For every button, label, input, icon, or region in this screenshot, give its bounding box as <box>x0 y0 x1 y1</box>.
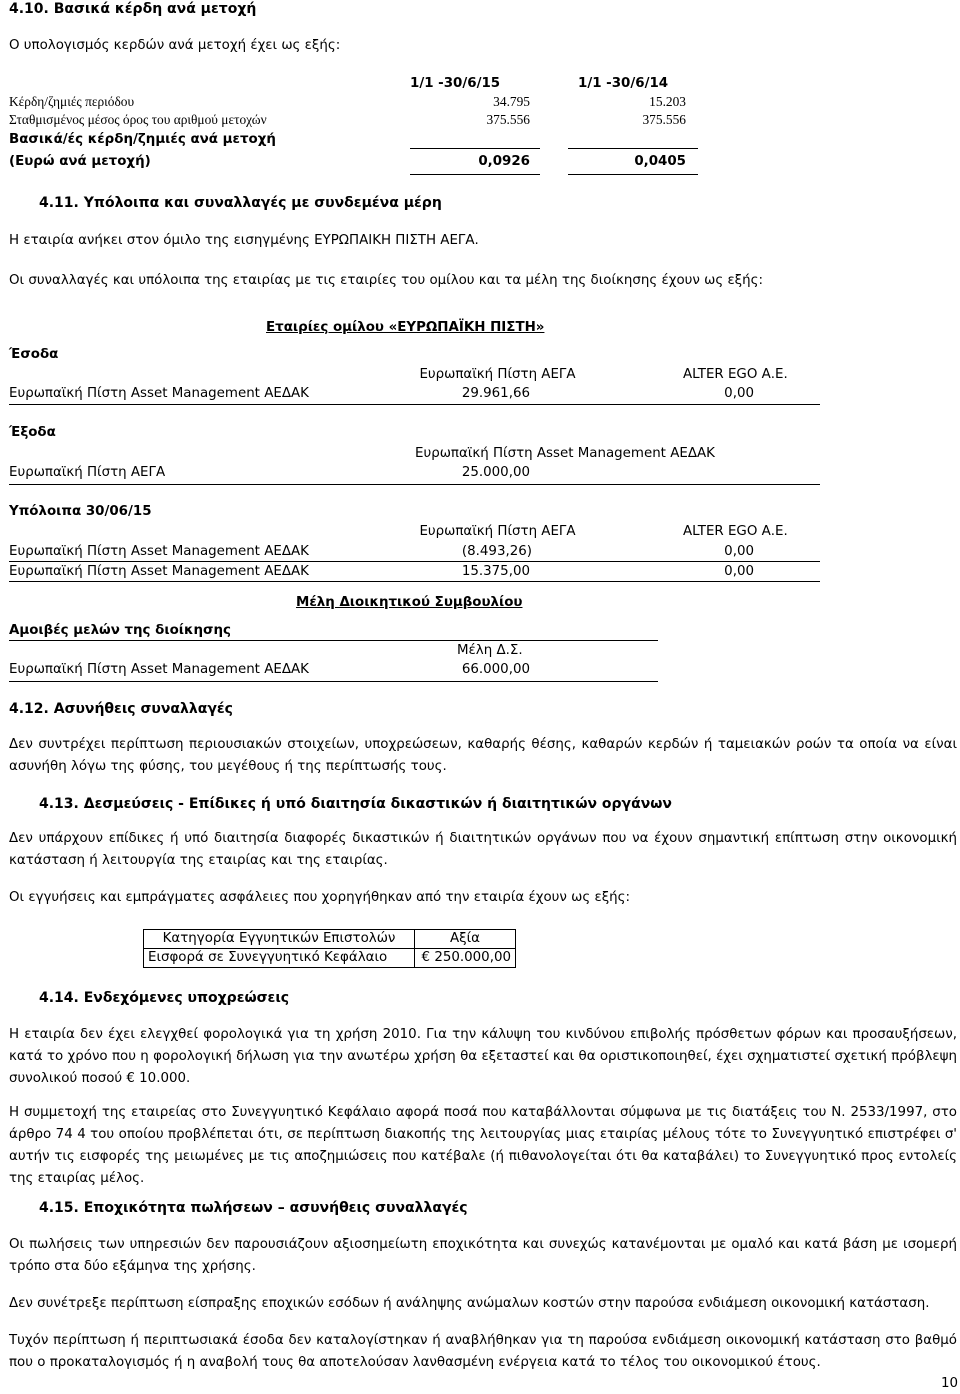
divider <box>410 148 540 149</box>
divider <box>9 484 820 485</box>
related-parties-intro: Οι συναλλαγές και υπόλοιπα της εταιρίας με τις εταιρίες του ομίλου και τα μέλη της διοίκησης έχουν ως εξής: <box>9 273 764 288</box>
section-heading-4-12: 4.12. Ασυνήθεις συναλλαγές <box>9 701 233 717</box>
income-value: 29.961,66 <box>461 386 530 401</box>
expenses-value: 25.000,00 <box>461 465 530 480</box>
balances-col-header: Ευρωπαϊκή Πίστη ΑΕΓΑ <box>419 524 576 539</box>
balances-title: Υπόλοιπα 30/06/15 <box>9 504 152 519</box>
paragraph: Δεν υπάρχουν επίδικες ή υπό διαιτησία διαφορές δικαστικών ή διαιτητικών οργάνων που να έχουν σημαντική επίπτωση στην οικονομική κατάσταση ή λειτουργία της εταιρίας και της εταιρίας. <box>9 831 957 868</box>
section-heading-4-10: 4.10. Βασικά κέρδη ανά μετοχή <box>9 1 257 17</box>
section-heading-4-15: 4.15. Εποχικότητα πωλήσεων – ασυνήθεις συναλλαγές <box>39 1200 468 1216</box>
board-col-header: Μέλη Δ.Σ. <box>457 643 523 658</box>
section-heading-4-11: 4.11. Υπόλοιπα και συναλλαγές με συνδεμένα μέρη <box>39 195 442 211</box>
balances-row-label: Ευρωπαϊκή Πίστη Asset Management ΑΕΔΑΚ <box>9 544 309 559</box>
eps-value: 0,0926 <box>478 154 530 169</box>
balances-value: (8.493,26) <box>461 544 532 559</box>
table-row <box>144 949 516 968</box>
balances-row-label: Ευρωπαϊκή Πίστη Asset Management ΑΕΔΑΚ <box>9 564 309 579</box>
balances-value: 0,00 <box>724 564 754 579</box>
page-number: 10 <box>941 1376 959 1391</box>
balances-value: 0,00 <box>724 544 754 559</box>
income-col-header: Ευρωπαϊκή Πίστη ΑΕΓΑ <box>419 367 576 382</box>
income-row-label: Ευρωπαϊκή Πίστη Asset Management ΑΕΔΑΚ <box>9 386 309 401</box>
divider <box>568 148 698 149</box>
expenses-title: Έξοδα <box>9 425 56 440</box>
table-header-cell: Αξία <box>415 930 516 949</box>
divider <box>9 581 820 582</box>
divider <box>9 561 820 562</box>
divider <box>9 640 658 641</box>
paragraph: Οι εγγυήσεις και εμπράγματες ασφάλειες που χορηγήθηκαν από την εταιρία έχουν ως εξής: <box>9 890 631 905</box>
eps-col1-header: 1/1 -30/6/15 <box>410 76 501 91</box>
table-row <box>144 930 516 949</box>
related-parties-intro: Η εταιρία ανήκει στον όμιλο της εισηγμένης ΕΥΡΩΠΑΙΚΗ ΠΙΣΤΗ ΑΕΓΑ. <box>9 233 479 248</box>
divider <box>9 404 820 405</box>
paragraph: Οι πωλήσεις των υπηρεσιών δεν παρουσιάζουν αξιοσημείωτη εποχικότητα και συνεχώς κατανέμονται με ομαλό και κατά βάση με ισομερή τρόπο στα δύο εξάμηνα της χρήσης. <box>9 1237 957 1274</box>
divider <box>9 681 658 682</box>
eps-row-label: Σταθμισμένος μέσος όρος του αριθμού μετοχών <box>9 112 267 127</box>
table-header-cell: Κατηγορία Εγγυητικών Επιστολών <box>144 930 415 949</box>
eps-intro: Ο υπολογισμός κερδών ανά μετοχή έχει ως εξής: <box>9 38 341 53</box>
paragraph: Τυχόν περίπτωση ή περιπτωσιακά έσοδα δεν καταλογίστηκαν ή αναβλήθηκαν για τη παρούσα ενδιάμεση οικονομική κατάσταση στο βαθμό που ο προκαταλογισμός ή η αναβολή τους θα αποτελούσαν λανθασμένη ενέργεια κατά το τέλος του οικονομικού έτους. <box>9 1333 957 1370</box>
board-value: 66.000,00 <box>461 662 530 677</box>
balances-value: 15.375,00 <box>461 564 530 579</box>
eps-row-value: 375.556 <box>642 112 686 127</box>
eps-col2-header: 1/1 -30/6/14 <box>578 76 669 91</box>
table-cell: Εισφορά σε Συνεγγυητικό Κεφάλαιο <box>144 949 415 968</box>
income-col-header: ALTER EGO Α.Ε. <box>683 367 788 382</box>
eps-row-value: 15.203 <box>649 94 686 109</box>
group-title: Εταιρίες ομίλου «ΕΥΡΩΠΑΪΚΗ ΠΙΣΤΗ» <box>266 320 545 335</box>
section-heading-4-14: 4.14. Ενδεχόμενες υποχρεώσεις <box>39 990 290 1006</box>
eps-value: 0,0405 <box>634 154 686 169</box>
expenses-col-header: Ευρωπαϊκή Πίστη Asset Management ΑΕΔΑΚ <box>415 446 715 461</box>
paragraph: Η συμμετοχή της εταιρείας στο Συνεγγυητικό Κεφάλαιο αφορά ποσά που καταβάλλονται σύμφωνα με τις διατάξεις του Ν. 2533/1997, στο άρθρο 74 4 του οποίου προβλέπεται ότι, σε περίπτωση διακοπής της λειτουργίας μιας εταιρίας μέλους τότε το Συνεγγυητικό επιστρέφει σ' αυτήν τις εισφορές της μειωμένες με τις αποζημιώσεις που κατέβαλε (ή πιθανολογείται ότι θα καταβάλει) το Συνεγγυητικό προς εντολείς της εταιρίας μέλος. <box>9 1105 957 1186</box>
eps-label: Βασικά/ές κέρδη/ζημιές ανά μετοχή <box>9 132 276 147</box>
income-title: Έσοδα <box>9 347 59 362</box>
section-heading-4-13: 4.13. Δεσμεύσεις - Επίδικες ή υπό διαιτησία δικαστικών ή διαιτητικών οργάνων <box>39 796 672 812</box>
board-subtitle: Αμοιβές μελών της διοίκησης <box>9 623 231 638</box>
eps-label: (Ευρώ ανά μετοχή) <box>9 154 151 169</box>
guarantees-table <box>143 929 516 968</box>
board-row-label: Ευρωπαϊκή Πίστη Asset Management ΑΕΔΑΚ <box>9 662 309 677</box>
eps-row-value: 34.795 <box>493 94 530 109</box>
eps-row-label: Κέρδη/ζημιές περιόδου <box>9 94 135 109</box>
table-cell: € 250.000,00 <box>415 949 516 968</box>
board-title: Μέλη Διοικητικού Συμβουλίου <box>296 595 523 610</box>
balances-col-header: ALTER EGO Α.Ε. <box>683 524 788 539</box>
eps-row-value: 375.556 <box>486 112 530 127</box>
divider <box>410 174 540 175</box>
paragraph: Η εταιρία δεν έχει ελεγχθεί φορολογικά για τη χρήση 2010. Για την κάλυψη του κινδύνου επιβολής πρόσθετων φόρων και προσαυξήσεων, κατά το χρόνο που η φορολογική δήλωση για την ανωτέρω χρήση θα εξεταστεί και θα οριστικοποιηθεί, έχει σχηματιστεί σχετική πρόβλεψη συνολικού ποσού € 10.000. <box>9 1027 957 1086</box>
paragraph: Δεν συνέτρεξε περίπτωση είσπραξης εποχικών εσόδων ή ανάληψης ανώμαλων κοστών στην παρούσα ενδιάμεση οικονομική κατάσταση. <box>9 1296 930 1311</box>
divider <box>568 174 698 175</box>
income-value: 0,00 <box>724 386 754 401</box>
expenses-row-label: Ευρωπαϊκή Πίστη ΑΕΓΑ <box>9 465 166 480</box>
paragraph: Δεν συντρέχει περίπτωση περιουσιακών στοιχείων, υποχρεώσεων, καθαρής θέσης, καθαρών κερδών ή ταμειακών ροών τα οποία να είναι ασυνήθη λόγω της φύσης, του μεγέθους ή της περίπτωσής τους. <box>9 737 957 774</box>
